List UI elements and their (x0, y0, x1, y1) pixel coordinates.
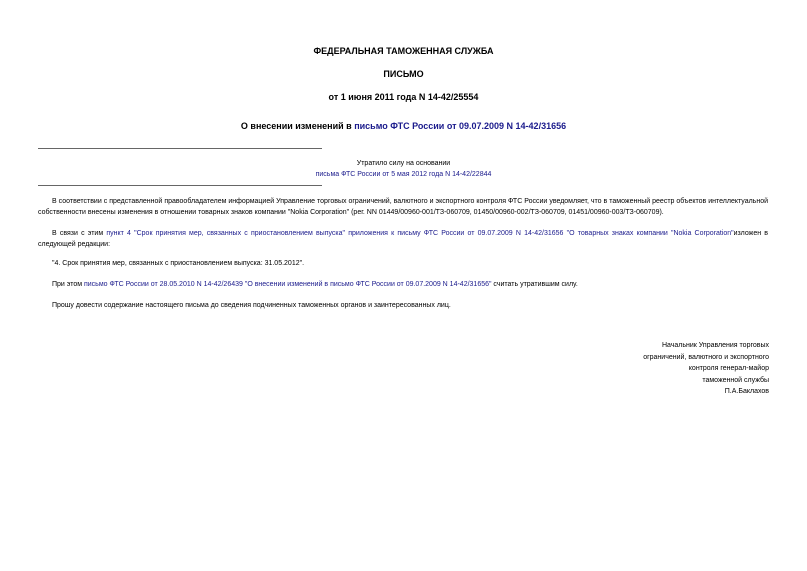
paragraph-1: В соответствии с представленной правообладателем информацией Управление торговых ограничений, валютного и экспортного контроля ФТС России уведомляет, что в таможенный реестр объектов интеллектуальной собственности внесены изменения в отношении товарных знаков компании "Nokia Corporation" (рег. NN 01449/00960-001/ТЗ-060709, 01450/00960-002/ТЗ-060709, 01451/00960-003/ТЗ-060709). (38, 198, 768, 216)
status-note-link[interactable]: письма ФТС России от 5 мая 2012 года N 14-42/22844 (315, 171, 492, 178)
signature-line-4: таможенной службы (702, 376, 769, 384)
paragraph-2 (38, 229, 768, 250)
subject-prefix: О внесении изменений в (240, 121, 355, 131)
paragraph-4 (38, 280, 768, 291)
paragraph-2-suffix: изложен в следующей редакции: (38, 230, 768, 248)
document-type: ПИСЬМО (383, 69, 424, 79)
paragraph-2-prefix: В связи с этим (52, 230, 107, 237)
agency-title: ФЕДЕРАЛЬНАЯ ТАМОЖЕННАЯ СЛУЖБА (313, 46, 494, 56)
signature-name: П.А.Баклахов (724, 388, 769, 395)
paragraph-2-link[interactable]: пункт 4 "Срок принятия мер, связанных с приостановлением выпуска" приложения к письму ФТС России от 09.07.2009 N 14-42/31656 "О товарных знаках компании "Nokia Corporation" (106, 230, 734, 237)
signature-line-1: Начальник Управления торговых (661, 342, 769, 349)
paragraph-4-link[interactable]: письмо ФТС России от 28.05.2010 N 14-42/26439 "О внесении изменений в письмо ФТС России от 09.07.2009 N 14-42/31656" (83, 281, 492, 288)
document-date-number: от 1 июня 2011 года N 14-42/25554 (328, 92, 479, 102)
status-note-text: Утратило силу на основании (356, 160, 451, 167)
paragraph-4-suffix: считать утратившим силу. (491, 281, 578, 288)
signature-line-3: контроля генерал-майор (688, 365, 769, 372)
subject-link[interactable]: письмо ФТС России от 09.07.2009 N 14-42/31656 (354, 121, 567, 131)
divider-top (38, 148, 322, 149)
paragraph-5: Прошу довести содержание настоящего письма до сведения подчиненных таможенных органов и заинтересованных лиц. (52, 302, 451, 309)
signature-line-2: ограничений, валютного и экспортного (643, 353, 769, 361)
document-subject (0, 121, 807, 131)
status-note (0, 158, 807, 180)
paragraph-4-prefix: При этом (52, 281, 84, 288)
signature-block (643, 340, 769, 398)
divider-bottom (38, 185, 322, 186)
paragraph-3: "4. Срок принятия мер, связанных с приостановлением выпуска: 31.05.2012". (52, 260, 305, 267)
